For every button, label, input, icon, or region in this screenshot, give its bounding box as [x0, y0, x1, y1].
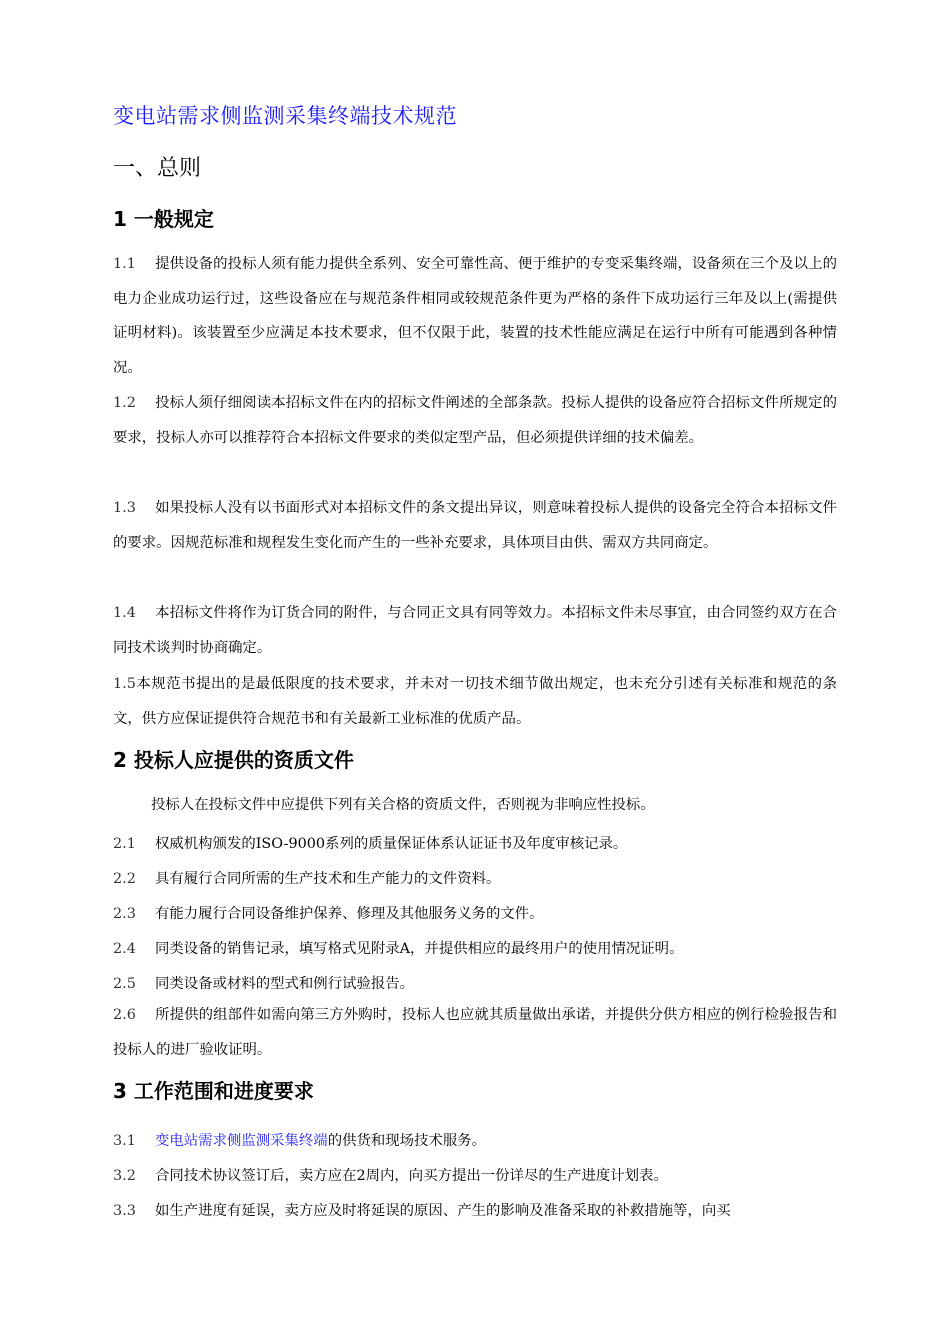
clause-number: 2.1 — [113, 836, 136, 852]
clause-text: 投标人须仔细阅读本招标文件在内的招标文件阐述的全部条款。投标人提供的设备应符合招标文件所规定的要求，投标人亦可以推荐符合本招标文件要求的类似定型产品，但必须提供详细的技术偏差。 — [113, 395, 837, 446]
clause-1-2 — [113, 386, 837, 455]
clause-number: 2.5 — [113, 976, 136, 992]
clause-3-1 — [113, 1129, 486, 1150]
clause-1-5 — [113, 667, 837, 736]
document-title: 变电站需求侧监测采集终端技术规范 — [113, 104, 457, 128]
clause-number: 1.1 — [113, 256, 136, 272]
clause-2-3 — [113, 902, 544, 923]
clause-1-4 — [113, 596, 837, 665]
clause-text: 如果投标人没有以书面形式对本招标文件的条文提出异议，则意味着投标人提供的设备完全符合本招标文件的要求。因规范标准和规程发生变化而产生的一些补充要求，具体项目由供、需双方共同商定。 — [113, 500, 837, 551]
clause-text: 本规范书提出的是最低限度的技术要求，并未对一切技术细节做出规定，也未充分引述有关标准和规范的条文，供方应保证提供符合规范书和有关最新工业标准的优质产品。 — [113, 676, 837, 727]
clause-text: 所提供的组部件如需向第三方外购时，投标人也应就其质量做出承诺，并提供分供方相应的例行检验报告和投标人的进厂验收证明。 — [113, 1007, 837, 1058]
section-heading-1: 1 一般规定 — [113, 207, 214, 231]
clause-text: 如生产进度有延误，卖方应及时将延误的原因、产生的影响及准备采取的补救措施等，向买 — [155, 1203, 731, 1219]
clause-text: 提供设备的投标人须有能力提供全系列、安全可靠性高、便于维护的专变采集终端，设备须在三个及以上的电力企业成功运行过，这些设备应在与规范条件相同或较规范条件更为严格的条件下成功运行三年及以上(需提供证明材料)。该装置至少应满足本技术要求，但不仅限于此，装置的技术性能应满足在运行中所有可能遇到各种情况。 — [113, 256, 837, 376]
clause-number: 2.3 — [113, 906, 136, 922]
product-name-link[interactable]: 变电站需求侧监测采集终端 — [155, 1133, 328, 1149]
section-heading-2: 2 投标人应提供的资质文件 — [113, 748, 354, 772]
clause-number: 1.5 — [113, 676, 136, 692]
clause-3-3 — [113, 1199, 731, 1220]
clause-text: 合同技术协议签订后，卖方应在2周内，向买方提出一份详尽的生产进度计划表。 — [155, 1168, 668, 1184]
clause-number: 3.3 — [113, 1203, 136, 1219]
clause-2-1 — [113, 832, 627, 853]
clause-3-2 — [113, 1164, 668, 1185]
clause-number: 1.2 — [113, 395, 136, 411]
clause-text: 具有履行合同所需的生产技术和生产能力的文件资料。 — [155, 871, 501, 887]
clause-text: 的供货和现场技术服务。 — [327, 1133, 487, 1149]
clause-number: 2.6 — [113, 1007, 136, 1023]
clause-2-6 — [113, 998, 837, 1067]
clause-2-2 — [113, 867, 500, 888]
clause-text: 本招标文件将作为订货合同的附件，与合同正文具有同等效力。本招标文件未尽事宜，由合同签约双方在合同技术谈判时协商确定。 — [113, 605, 837, 656]
clause-number: 3.1 — [113, 1133, 136, 1149]
clause-text: 权威机构颁发的ISO-9000系列的质量保证体系认证证书及年度审核记录。 — [155, 836, 628, 852]
clause-number: 2.2 — [113, 871, 136, 887]
clause-1-1 — [113, 247, 837, 385]
clause-number: 1.4 — [113, 605, 136, 621]
clause-text: 同类设备或材料的型式和例行试验报告。 — [155, 976, 415, 992]
chapter-heading: 一、总则 — [113, 156, 202, 181]
section-2-intro: 投标人在投标文件中应提供下列有关合格的资质文件，否则视为非响应性投标。 — [151, 797, 655, 813]
clause-number: 2.4 — [113, 941, 136, 957]
clause-1-3 — [113, 491, 837, 560]
clause-2-5 — [113, 972, 414, 993]
section-heading-3: 3 工作范围和进度要求 — [113, 1079, 314, 1103]
clause-2-4 — [113, 937, 683, 958]
clause-text: 有能力履行合同设备维护保养、修理及其他服务义务的文件。 — [155, 906, 544, 922]
clause-number: 3.2 — [113, 1168, 136, 1184]
clause-number: 1.3 — [113, 500, 136, 516]
clause-text: 同类设备的销售记录，填写格式见附录A，并提供相应的最终用户的使用情况证明。 — [155, 941, 684, 957]
